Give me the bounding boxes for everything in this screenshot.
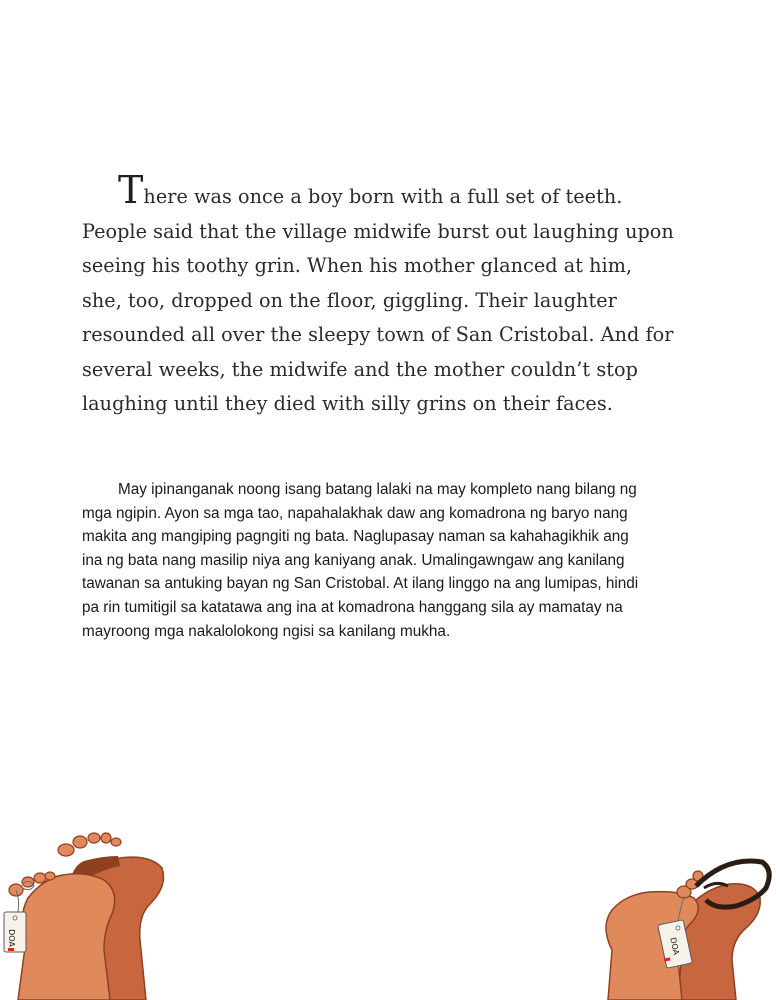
tagalog-line: tawanan sa antuking bayan ng San Cristobal. At ilang linggo na ang lumipas, hindi [82,575,639,593]
english-paragraph [82,168,722,422]
tagalog-paragraph [82,478,722,643]
english-line: People said that the village midwife burst out laughing upon [82,219,674,243]
tagalog-line: makita ang mangiping pagngiti ng bata. Naglupasay naman sa kahahagikhik ang [82,528,629,546]
left-feet-illustration [0,820,200,1000]
tagalog-line: mayroong mga nakalolokong ngisi sa kanilang mukha. [82,622,451,640]
english-line: seeing his toothy grin. When his mother glanced at him, [82,254,633,277]
tagalog-line: ina ng bata nang masilip niya ang kaniyang anak. Umalingawngaw ang kanilang [82,551,625,569]
english-line: she, too, dropped on the floor, giggling. Their laughter [82,288,617,312]
svg-text:DOA: DOA [668,936,681,956]
tagalog-line: pa rin tumitigil sa katatawa ang ina at komadrona hanggang sila ay mamatay na [82,598,623,616]
english-line: resounded all over the sleepy town of San Cristobal. And for [82,323,674,346]
right-feet-illustration [586,840,776,1000]
tagalog-line: May ipinanganak noong isang batang lalaki na may kompleto nang bilang ng [118,481,637,498]
english-line: several weeks, the midwife and the mother couldn’t stop [82,357,638,381]
tagalog-line: mga ngipin. Ayon sa mga tao, napahalakhak daw ang komadrona ng baryo nang [82,504,628,522]
svg-text:DOA: DOA [7,929,16,947]
english-line: laughing until they died with silly grins on their faces. [82,392,613,415]
english-line: There was once a boy born with a full set of teeth. [118,168,623,212]
drop-cap: T [118,168,144,212]
